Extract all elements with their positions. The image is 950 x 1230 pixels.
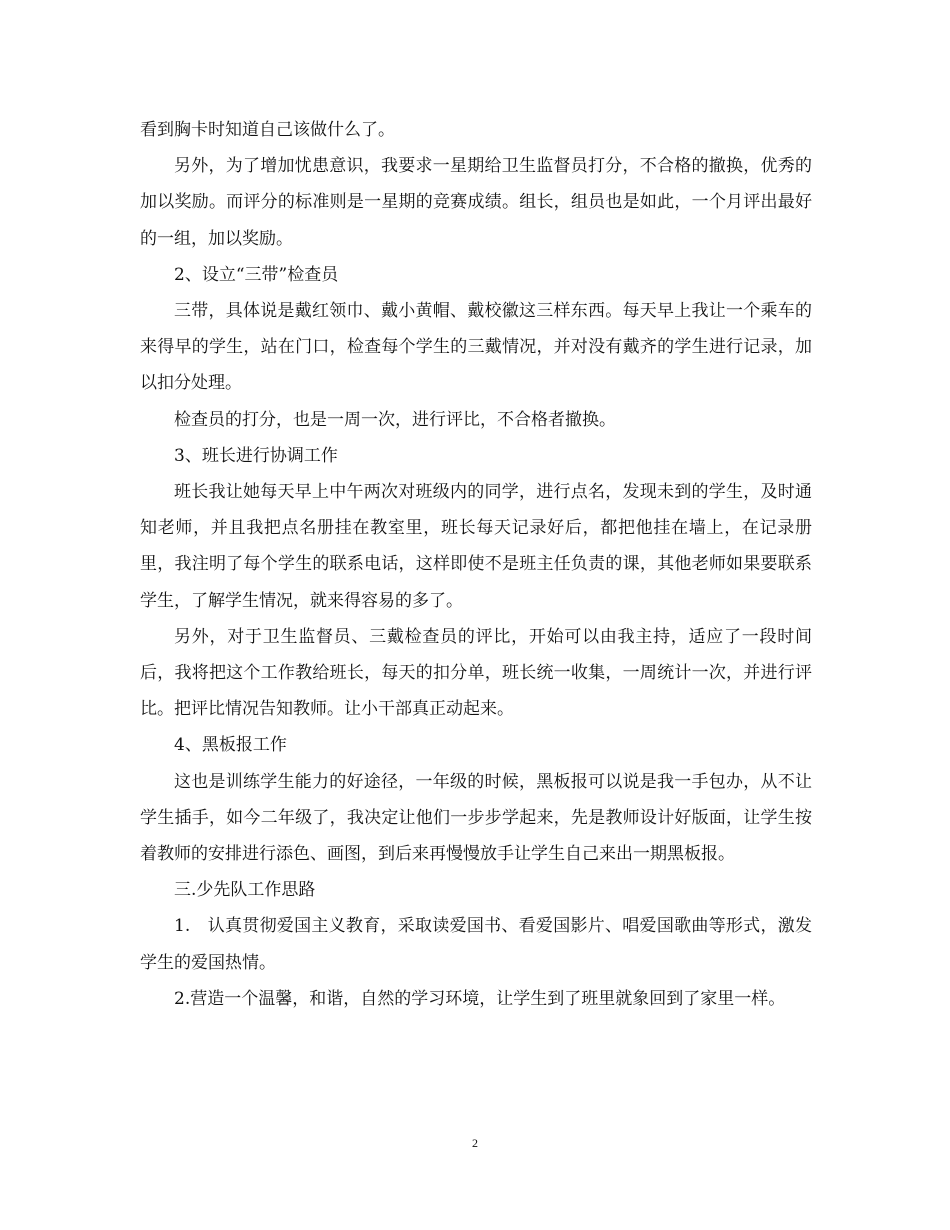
paragraph: 这也是训练学生能力的好途径，一年级的时候，黑板报可以说是我一手包办，从不让学生插手，如今二年级了，我决定让他们一步步学起来，先是教师设计好版面，让学生按着教师的安排进行添色、画图，到后来再慢慢放手让学生自己来出一期黑板报。 bbox=[140, 771, 812, 865]
paragraph: 班长我让她每天早上中午两次对班级内的同学，进行点名，发现未到的学生，及时通知老师，并且我把点名册挂在教室里，班长每天记录好后，都把他挂在墙上，在记录册里，我注明了每个学生的联系电话，这样即使不是班主任负责的课，其他老师如果要联系学生，了解学生情况，就来得容易的多了。 bbox=[140, 482, 812, 611]
paragraph: 看到胸卡时知道自己该做什么了。 bbox=[140, 120, 395, 140]
section-heading: 2、设立“三带”检查员 bbox=[174, 264, 339, 285]
section-heading: 4、黑板报工作 bbox=[174, 735, 287, 756]
paragraph: 检查员的打分，也是一周一次，进行评比，不合格者撤换。 bbox=[174, 409, 616, 430]
page-number: 2 bbox=[472, 1136, 478, 1150]
paragraph: 另外，对于卫生监督员、三戴检查员的评比，开始可以由我主持，适应了一段时间后，我将把这个工作教给班长，每天的扣分单，班长统一收集，一周统计一次，并进行评比。把评比情况告知教师。让小干部真正动起来。 bbox=[140, 626, 812, 720]
document-body bbox=[140, 112, 812, 1017]
section-heading: 三.少先队工作思路 bbox=[174, 880, 316, 901]
list-item: 2.营造一个温馨，和谐，自然的学习环境，让学生到了班里就象回到了家里一样。 bbox=[174, 988, 786, 1009]
paragraph: 另外，为了增加忧患意识，我要求一星期给卫生监督员打分，不合格的撤换，优秀的加以奖励。而评分的标准则是一星期的竞赛成绩。组长，组员也是如此，一个月评出最好的一组，加以奖励。 bbox=[140, 156, 812, 249]
paragraph: 三带，具体说是戴红领巾、戴小黄帽、戴校徽这三样东西。每天早上我让一个乘车的来得早的学生，站在门口，检查每个学生的三戴情况，并对没有戴齐的学生进行记录，加以扣分处理。 bbox=[140, 301, 812, 394]
section-heading: 3、班长进行协调工作 bbox=[174, 445, 338, 466]
list-item: 1. 认真贯彻爱国主义教育，采取读爱国书、看爱国影片、唱爱国歌曲等形式，激发学生的爱国热情。 bbox=[140, 916, 812, 973]
